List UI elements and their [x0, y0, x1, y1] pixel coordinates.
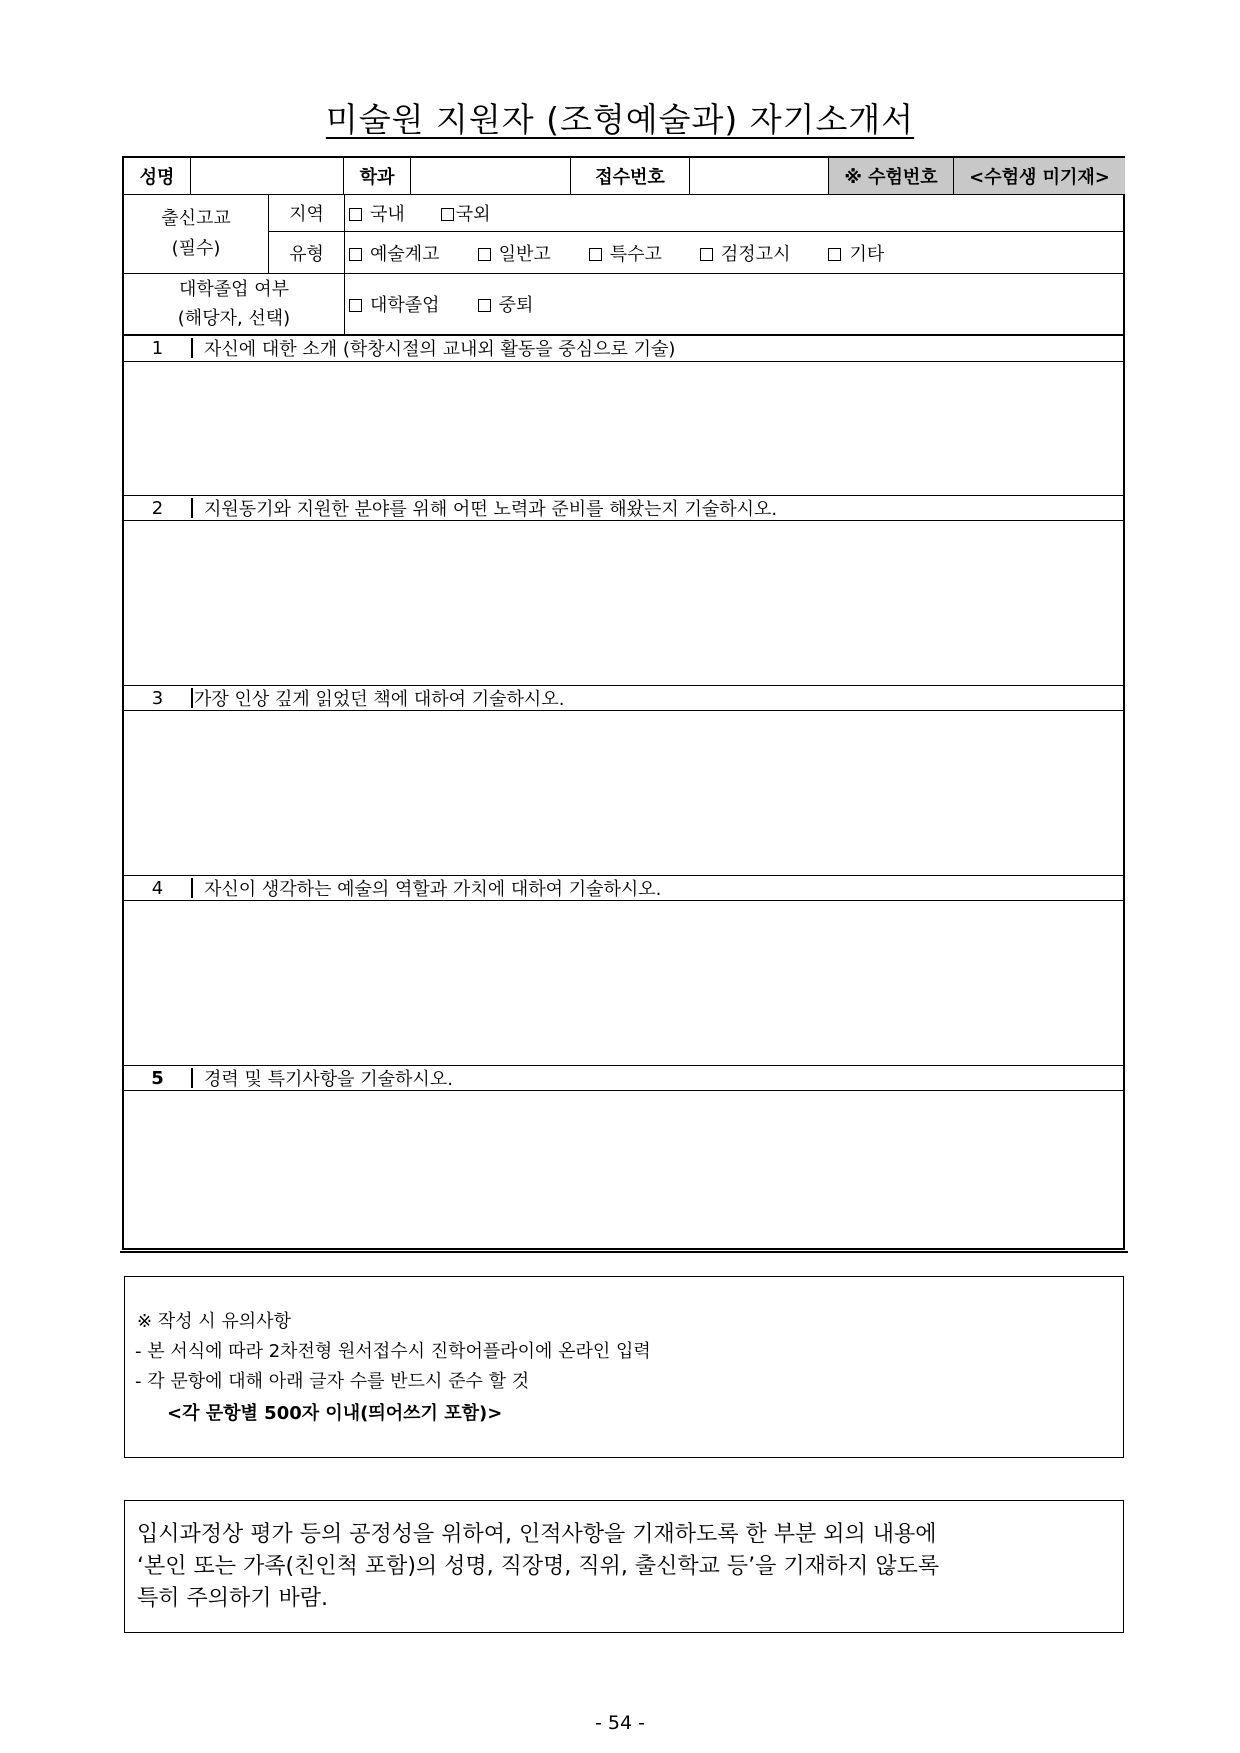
- checkbox-icon: [349, 208, 362, 221]
- question-5-answer-area[interactable]: [124, 1091, 1125, 1248]
- page-number: - 54 -: [595, 1712, 645, 1734]
- notes-line-3: <각 문항별 500자 이내(띄어쓰기 포함)>: [167, 1403, 503, 1424]
- exam-number-label: ※ 수험번호: [829, 158, 953, 194]
- checkbox-icon: [828, 248, 841, 261]
- dept-label: 학과: [359, 167, 395, 188]
- question-text: 가장 인상 깊게 읽었던 책에 대하여 기술하시오.: [194, 689, 565, 710]
- checkbox-icon: [478, 248, 491, 261]
- checkbox-icon: [589, 248, 602, 261]
- question-4-answer-area[interactable]: [124, 901, 1125, 1065]
- warning-line-3: 특히 주의하기 바람.: [137, 1586, 328, 1611]
- checkbox-icon: [441, 208, 454, 221]
- question-5-header: [124, 1066, 1125, 1090]
- type-option-special[interactable]: 특수고: [589, 240, 662, 266]
- warning-line-1: 입시과정상 평가 등의 공정성을 위하여, 인적사항을 기재하도록 한 부분 외의 내용에: [137, 1522, 937, 1547]
- question-1-answer-area[interactable]: [124, 362, 1125, 495]
- question-4-header: [124, 876, 1125, 900]
- region-option-overseas[interactable]: 국외: [441, 200, 491, 226]
- school-label: 출신고교 (필수): [161, 208, 231, 259]
- receipt-field[interactable]: [690, 158, 828, 194]
- form-bottom-rule: [120, 1251, 1128, 1253]
- type-label: 유형: [289, 243, 324, 265]
- question-number: 1: [151, 337, 164, 359]
- question-3-header: [124, 686, 1125, 710]
- graduation-row: [124, 274, 1125, 334]
- receipt-label: 접수번호: [595, 167, 665, 188]
- region-option-domestic[interactable]: 국내: [349, 200, 405, 226]
- notes-heading: ※ 작성 시 유의사항: [137, 1311, 291, 1332]
- dept-field[interactable]: [411, 158, 570, 194]
- question-2-header: [124, 496, 1125, 520]
- question-1-header: [124, 336, 1125, 360]
- checkbox-icon: [349, 248, 362, 261]
- graduation-option-graduated[interactable]: 대학졸업: [349, 291, 440, 317]
- question-number: 5: [151, 1067, 164, 1089]
- school-block: [124, 195, 1125, 273]
- notes-line-1: - 본 서식에 따라 2차전형 원서접수시 진학어플라이에 온라인 입력: [135, 1341, 651, 1362]
- header-row: [124, 158, 1125, 194]
- question-number: 4: [151, 877, 164, 899]
- type-option-general[interactable]: 일반고: [478, 240, 551, 266]
- graduation-label: 대학졸업 여부 (해당자, 선택): [177, 279, 291, 329]
- question-number: 2: [151, 497, 164, 519]
- warning-line-2: ‘본인 또는 가족(친인척 포함)의 성명, 직장명, 직위, 출신학교 등’을 기재하지 않도록: [137, 1554, 940, 1579]
- question-text: 자신에 대한 소개 (학창시절의 교내외 활동을 중심으로 기술): [204, 339, 676, 360]
- question-2-answer-area[interactable]: [124, 521, 1125, 685]
- question-number: 3: [151, 687, 164, 709]
- question-3-answer-area[interactable]: [124, 711, 1125, 875]
- fairness-warning-box: [124, 1500, 1124, 1633]
- type-option-ged[interactable]: 검정고시: [700, 240, 791, 266]
- region-options: [345, 195, 1125, 231]
- type-option-art-school[interactable]: 예술계고: [349, 240, 440, 266]
- notes-line-2: - 각 문항에 대해 아래 글자 수를 반드시 준수 할 것: [135, 1371, 530, 1392]
- graduation-options: [345, 274, 1125, 334]
- region-label: 지역: [289, 204, 324, 225]
- application-form: [122, 156, 1125, 1250]
- exam-number-note: <수험생 미기재>: [954, 158, 1125, 194]
- name-field[interactable]: [191, 158, 343, 194]
- question-text: 경력 및 특기사항을 기술하시오.: [204, 1069, 453, 1090]
- question-text: 자신이 생각하는 예술의 역할과 가치에 대하여 기술하시오.: [204, 879, 662, 900]
- checkbox-icon: [478, 299, 491, 312]
- graduation-option-dropout[interactable]: 중퇴: [478, 291, 534, 317]
- checkbox-icon: [349, 299, 362, 312]
- name-label: 성명: [139, 167, 175, 188]
- writing-notes-box: [124, 1276, 1124, 1458]
- type-option-other[interactable]: 기타: [828, 240, 884, 266]
- checkbox-icon: [700, 248, 713, 261]
- type-options: [345, 232, 1125, 273]
- document-title: 미술원 지원자 (조형예술과) 자기소개서: [325, 100, 915, 139]
- question-text: 지원동기와 지원한 분야를 위해 어떤 노력과 준비를 해왔는지 기술하시오.: [204, 499, 778, 520]
